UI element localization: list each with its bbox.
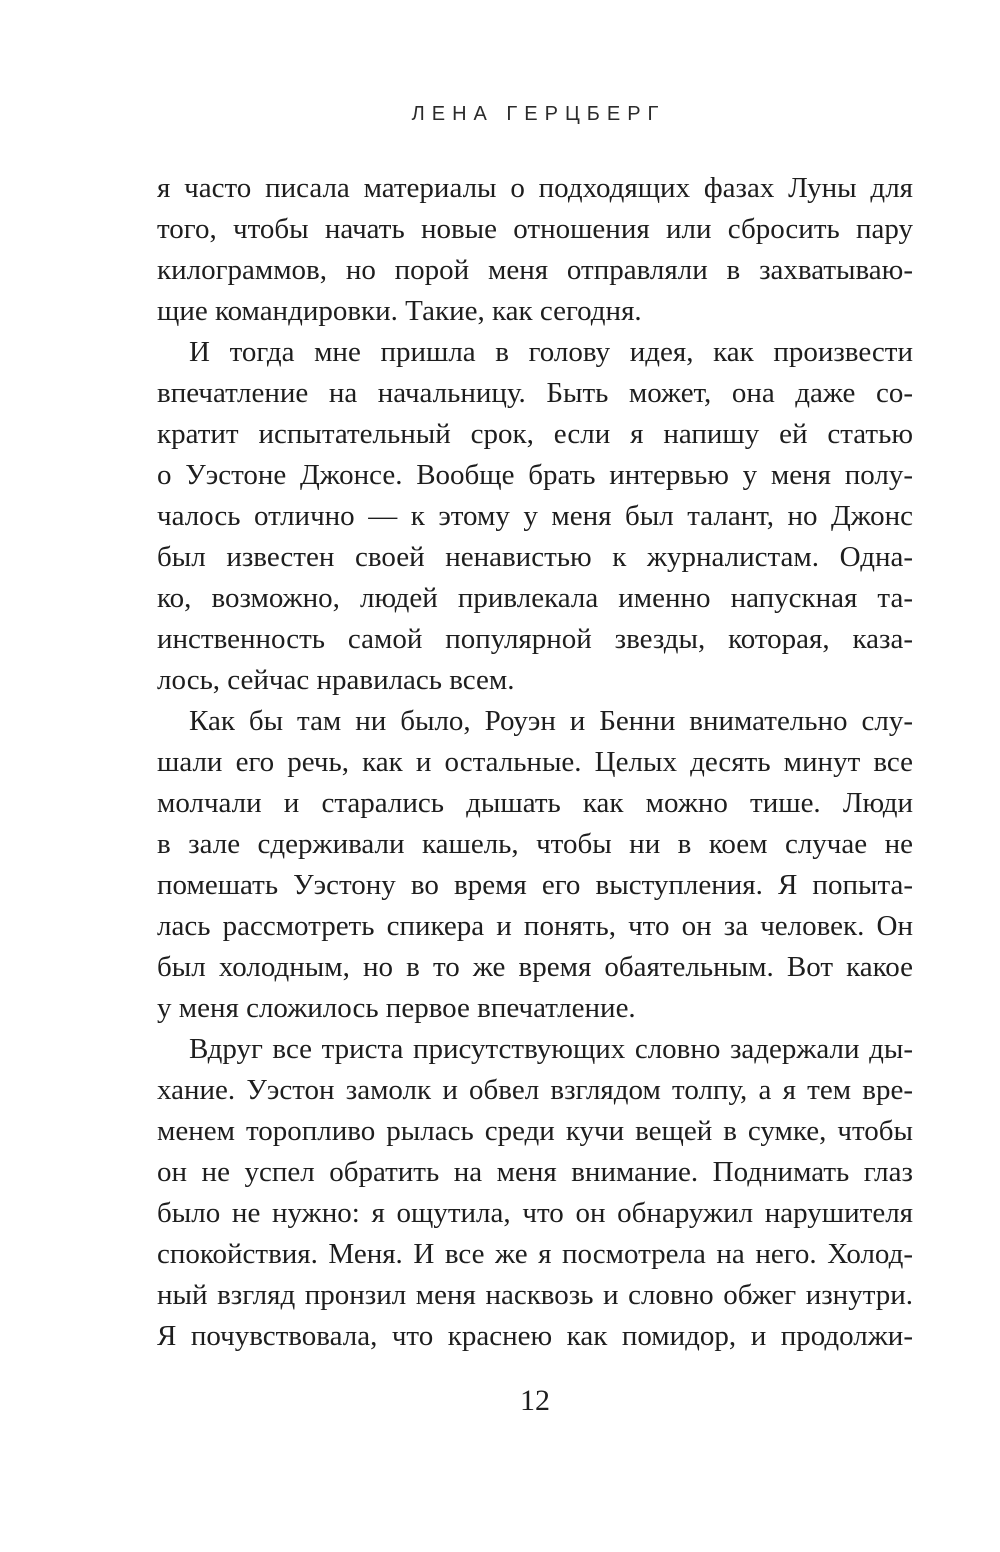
text-line: инственность самой популярной звезды, которая, каза- [157,623,913,655]
text-line: он не успел обратить на меня внимание. Поднимать глаз [157,1156,913,1188]
paragraph [157,701,913,1029]
text-line: чалось отлично — к этому у меня был талант, но Джонс [157,500,913,532]
text-line: менем торопливо рылась среди кучи вещей в сумке, чтобы [157,1115,913,1147]
text-line: о Уэстоне Джонсе. Вообще брать интервью у меня полу- [157,459,913,491]
paragraph [157,168,913,332]
text-line: лось, сейчас нравилась всем. [157,664,515,696]
paragraph [157,332,913,701]
text-block [157,168,913,1357]
text-line: лась рассмотреть спикера и понять, что он за человек. Он [157,910,913,942]
text-line: Я почувствовала, что краснею как помидор, и продолжи- [157,1320,913,1352]
paragraph [157,1029,913,1357]
text-line: помешать Уэстону во время его выступления. Я попыта- [157,869,913,901]
text-line: был холодным, но в то же время обаятельным. Вот какое [157,951,913,983]
text-line: шали его речь, как и остальные. Целых десять минут все [157,746,913,778]
text-line: я часто писала материалы о подходящих фазах Луны для [157,172,913,204]
text-line: ный взгляд пронзил меня насквозь и словно обжег изнутри. [157,1279,913,1311]
text-line: в зале сдерживали кашель, чтобы ни в коем случае не [157,828,913,860]
text-line: был известен своей ненавистью к журналистам. Одна- [157,541,913,573]
text-line: было не нужно: я ощутила, что он обнаружил нарушителя [157,1197,913,1229]
running-header: ЛЕНА ГЕРЦБЕРГ [411,103,666,125]
text-line: ко, возможно, людей привлекала именно напускная та- [157,582,913,614]
text-line: впечатление на начальницу. Быть может, она даже со- [157,377,913,409]
text-line: молчали и старались дышать как можно тише. Люди [157,787,913,819]
text-line: щие командировки. Такие, как сегодня. [157,295,642,327]
text-line: спокойствия. Меня. И все же я посмотрела на него. Холод- [157,1238,913,1270]
text-line: И тогда мне пришла в голову идея, как произвести [189,336,913,368]
text-line: хание. Уэстон замолк и обвел взглядом толпу, а я тем вре- [157,1074,913,1106]
text-line: кратит испытательный срок, если я напишу ей статью [157,418,913,450]
text-line: килограммов, но порой меня отправляли в захватываю- [157,254,913,286]
text-line: Как бы там ни было, Роуэн и Бенни внимательно слу- [189,705,913,737]
page-number: 12 [520,1384,550,1417]
text-line: того, чтобы начать новые отношения или сбросить пару [157,213,913,245]
text-line: у меня сложилось первое впечатление. [157,992,636,1024]
text-line: Вдруг все триста присутствующих словно задержали ды- [189,1033,913,1065]
